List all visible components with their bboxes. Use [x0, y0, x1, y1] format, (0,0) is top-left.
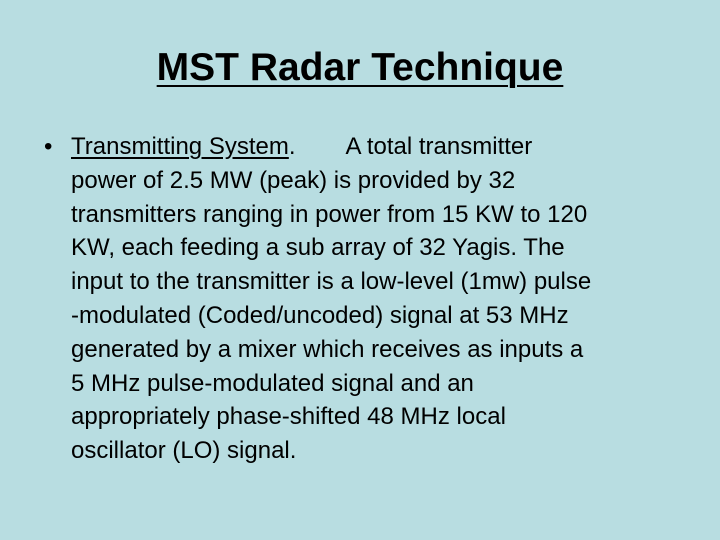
- bullet-line-1-rest: A total transmitter: [345, 133, 533, 160]
- bullet-text: [71, 130, 694, 468]
- bullet-marker: •: [44, 133, 53, 160]
- bullet-item: [44, 130, 694, 468]
- bullet-lead-punct: .: [288, 133, 296, 160]
- bullet-line-5: input to the transmitter is a low-level (1mw) pulse: [71, 268, 592, 296]
- bullet-line-9: appropriately phase-shifted 48 MHz local: [71, 403, 506, 431]
- bullet-lead: Transmitting System: [71, 133, 289, 160]
- bullet-line-4: KW, each feeding a sub array of 32 Yagis. The: [71, 234, 565, 262]
- bullet-line-7: generated by a mixer which receives as inputs a: [71, 335, 584, 363]
- bullet-line-1: [71, 130, 694, 164]
- bullet-line-8: 5 MHz pulse-modulated signal and an: [71, 369, 474, 397]
- bullet-line-2: power of 2.5 MW (peak) is provided by 32: [71, 166, 516, 194]
- bullet-line-10: oscillator (LO) signal.: [71, 437, 297, 465]
- bullet-line-6: -modulated (Coded/uncoded) signal at 53 MHz: [71, 301, 569, 329]
- slide-title: MST Radar Technique: [156, 46, 564, 89]
- bullet-line-3: transmitters ranging in power from 15 KW to 120: [71, 200, 588, 228]
